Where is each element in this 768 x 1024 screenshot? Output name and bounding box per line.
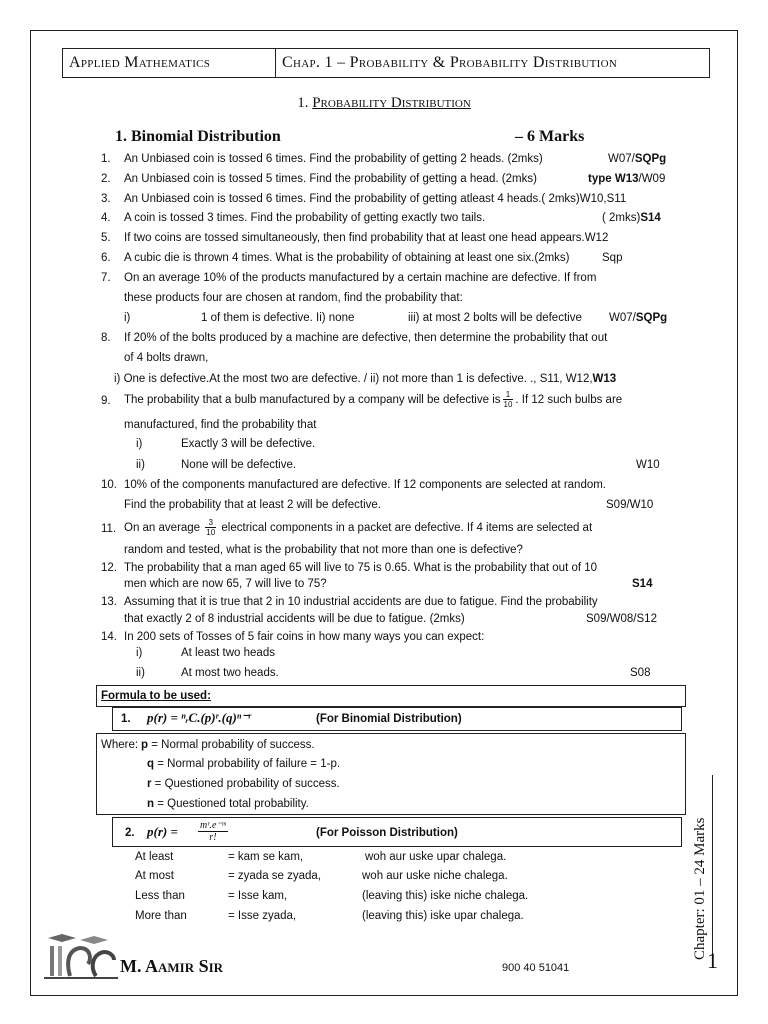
sub-item-marker: i) <box>136 438 143 450</box>
binomial-label: (For Binomial Distribution) <box>316 713 462 725</box>
poisson-formula-lhs: p(r) = <box>147 824 178 839</box>
glossary-eq: = zyada se zyada, <box>228 870 322 882</box>
chapter-label: Chap. 1 – Probability & Probability Distribution <box>282 54 618 71</box>
question-text: that exactly 2 of 8 industrial accidents will be due to fatigue. (2mks) <box>124 613 465 625</box>
logo-icon <box>40 932 120 980</box>
question-text: A coin is tossed 3 times. Find the probability of getting exactly two tails. <box>124 212 486 224</box>
question-number: 6. <box>101 252 111 264</box>
side-divider <box>712 775 713 955</box>
question-ref: W07/SQPg <box>608 153 667 165</box>
question-text: In 200 sets of Tosses of 5 fair coins in how many ways you can expect: <box>124 631 485 643</box>
question-text: The probability that a bulb manufactured by a company will be defective is $\frac{1}{10}$ . If 12 such bulbs are <box>124 390 623 410</box>
question-number: 13. <box>101 596 117 608</box>
question-text: On an average $\frac{3}{10}$ electrical components in a packet are defective. If 4 items are selected at <box>124 518 593 538</box>
question-ref: S14 <box>632 578 653 590</box>
formula-heading-box <box>96 685 686 707</box>
question-ref: ( 2mks)S14 <box>602 212 661 224</box>
sub-item-text: Exactly 3 will be defective. <box>181 438 316 450</box>
question-text: A cubic die is thrown 4 times. What is the probability of obtaining at least one six.(2mks) <box>124 252 570 264</box>
glossary-note: (leaving this) iske upar chalega. <box>362 910 524 922</box>
formula-number: 2. <box>125 827 135 839</box>
question-number: 2. <box>101 173 111 185</box>
definition-item: r = Questioned probability of success. <box>147 778 340 790</box>
question-ref: W10 <box>636 459 660 471</box>
question-ref: S09/W08/S12 <box>586 613 657 625</box>
glossary-term: Less than <box>135 890 185 902</box>
question-number: 8. <box>101 332 111 344</box>
poisson-label: (For Poisson Distribution) <box>316 827 458 839</box>
glossary-eq: = Isse zyada, <box>228 910 297 922</box>
question-ref: S08 <box>630 667 651 679</box>
page-header <box>62 48 710 78</box>
question-number: 12. <box>101 562 117 574</box>
question-ref: S09/W10 <box>606 499 654 511</box>
side-chapter-label: Chapter: 01 – 24 Marks <box>692 817 708 960</box>
subsection-marks: – 6 Marks <box>515 128 585 145</box>
question-number: 5. <box>101 232 111 244</box>
poisson-fraction: mʳ.e⁻ᵐ r! <box>200 820 226 843</box>
subsection-title: 1. Binomial Distribution <box>115 128 281 145</box>
question-ref: W07/SQPg <box>609 312 668 324</box>
question-text: If two coins are tossed simultaneously, then find probability that at least one head appears.W12 <box>124 232 609 244</box>
question-number: 1. <box>101 153 111 165</box>
question-number: 9. <box>101 395 111 407</box>
question-text: manufactured, find the probability that <box>124 419 317 431</box>
fraction: $\frac{1}{10}$ <box>503 390 513 410</box>
question-text: An Unbiased coin is tossed 5 times. Find the probability of getting a head. (2mks) <box>124 173 537 185</box>
definitions-box <box>96 733 686 815</box>
question-ref: type W13/W09 <box>588 173 666 185</box>
where-label: Where: <box>101 739 139 751</box>
sub-item-text: At least two heads <box>181 647 275 659</box>
glossary-term: More than <box>135 910 187 922</box>
glossary-term: At most <box>135 870 174 882</box>
sub-item-text: iii) at most 2 bolts will be defective <box>408 312 582 324</box>
sub-item-text: 1 of them is defective. <box>201 312 313 324</box>
question-number: 14. <box>101 631 117 643</box>
question-text: On an average 10% of the products manufactured by a certain machine are defective. If from <box>124 272 597 284</box>
question-number: 10. <box>101 479 117 491</box>
glossary-term: At least <box>135 851 174 863</box>
question-text: these products four are chosen at random, find the probability that: <box>124 292 463 304</box>
question-number: 3. <box>101 193 111 205</box>
question-number: 4. <box>101 212 111 224</box>
question-text: random and tested, what is the probability that not more than one is defective? <box>124 544 523 556</box>
definition-item: n = Questioned total probability. <box>147 798 309 810</box>
question-ref: Sqp <box>602 252 623 264</box>
glossary-note: (leaving this) iske niche chalega. <box>362 890 529 902</box>
glossary-eq: = Isse kam, <box>228 890 288 902</box>
sub-item-marker: i) <box>124 312 131 324</box>
section-title-text: Probability Distribution <box>312 95 471 111</box>
sub-item-marker: i) <box>136 647 143 659</box>
sub-item-marker: ii) <box>136 459 145 471</box>
glossary-note: woh aur uske upar chalega. <box>365 851 507 863</box>
binomial-formula-box <box>112 707 682 731</box>
question-text: Assuming that it is true that 2 in 10 industrial accidents are due to fatigue. Find the probability <box>124 596 598 608</box>
sub-item-text: At most two heads. <box>181 667 279 679</box>
question-text: The probability that a man aged 65 will live to 75 is 0.65. What is the probability that out of 10 <box>124 562 598 574</box>
question-number: 11. <box>101 523 117 535</box>
fraction: $\frac{3}{10}$ <box>206 518 216 538</box>
question-number: 7. <box>101 272 111 284</box>
question-text: An Unbiased coin is tossed 6 times. Find the probability of getting 2 heads. (2mks) <box>124 153 543 165</box>
formula-heading: Formula to be used: <box>101 690 211 702</box>
section-title <box>0 95 768 112</box>
glossary-note: woh aur uske niche chalega. <box>362 870 508 882</box>
definition-item: q = Normal probability of failure = 1-p. <box>147 758 341 770</box>
glossary-eq: = kam se kam, <box>228 851 304 863</box>
sub-item-text: None will be defective. <box>181 459 297 471</box>
binomial-formula: p(r) = ⁿᵣC.(p)ʳ.(q)ⁿ⁻ʳ <box>147 710 251 725</box>
question-text: men which are now 65, 7 will live to 75? <box>124 578 327 590</box>
question-text: If 20% of the bolts produced by a machine are defective, then determine the probability that out <box>124 332 608 344</box>
sub-item-text: Ii) none <box>316 312 355 324</box>
page-number: 1 <box>707 948 718 973</box>
question-text: of 4 bolts drawn, <box>124 352 209 364</box>
poisson-formula-box <box>112 817 682 847</box>
sub-item-marker: ii) <box>136 667 145 679</box>
author-name: M. Aamir Sir <box>120 956 224 976</box>
formula-number: 1. <box>121 713 131 725</box>
question-text: Find the probability that at least 2 will be defective. <box>124 499 381 511</box>
definition-item: p = Normal probability of success. <box>141 739 315 751</box>
question-text: i) One is defective.At the most two are defective. / ii) not more than 1 is defective. ., S11, W12,W13 <box>114 373 617 385</box>
phone-number: 900 40 51041 <box>502 962 570 974</box>
subject-label: Applied Mathematics <box>63 49 276 77</box>
section-number: 1. <box>297 95 309 111</box>
question-text: An Unbiased coin is tossed 6 times. Find the probability of getting atleast 4 heads.( 2mks)W10,S11 <box>124 193 627 205</box>
question-text: 10% of the components manufactured are defective. If 12 components are selected at random. <box>124 479 607 491</box>
